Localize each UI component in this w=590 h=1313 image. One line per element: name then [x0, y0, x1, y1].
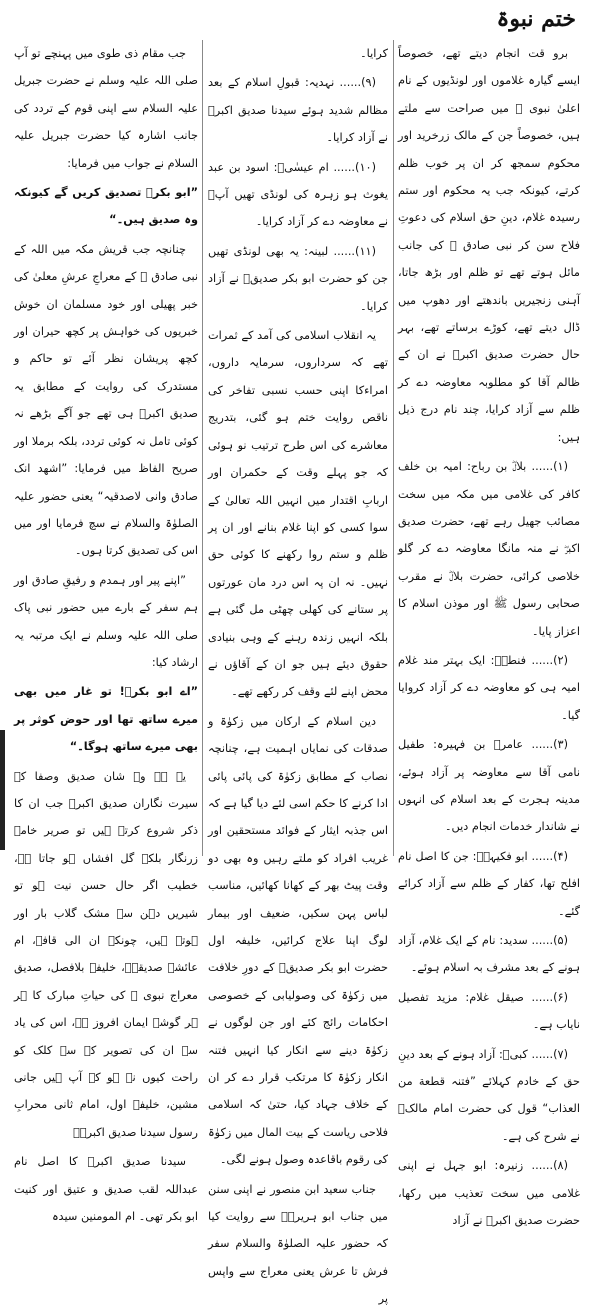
paragraph: برو قت انجام دیتے تھے، خصوصاً ایسے گیارہ غلاموں اور لونڈیوں کے نام اعلیٰ نبوی ﷺ میں صراحت سے ملتے ہیں، خصوصاً جن کے مالک زرخرید اور محکوم سمجھ کر ان پر خوب ظلم کرتے، کیونکہ جب یہ محکوم اور ستم رسیدہ غلام، دینِ حق اسلام کی دعوتِ فلاح سن کر نبی صادق ﷺ کی جانب مائل ہوتے تھے تو ظلم اور بڑھ جاتا، آہنی زنجیریں باندھتے اور دھوپ میں ڈال دیتے تھے، کوڑے برساتے تھے، بہر حال حضرت صدیق اکبرؓ نے ان کے ظالم آقا کو مطلوبہ معاوضہ دے کر ظلم سے آزاد کرایا، چند نام درج ذیل ہیں:: [398, 47, 580, 444]
paragraph: (۱۰)...... ام عیسٰیؓ: اسود بن عبد یغوث ہو زہرہ کی لونڈی تھیں آپؓ نے معاوضہ دے کر آزاد کرایا۔: [208, 160, 388, 229]
paragraph: ”اپنے پیر اور ہمدم و رفیقِ صادق اور ہم سفر کے بارے میں حضور نبی پاک صلی اللہ علیہ وسلم نے ایک مرتبہ یہ ارشاد کیا:: [14, 573, 198, 669]
column-divider: [393, 40, 394, 856]
paragraph: کرایا۔: [360, 47, 388, 60]
paragraph: جب مقام ذی طوی میں پہنچے تو آپ صلی اللہ علیہ وسلم نے حضرت جبریل علیہ السلام سے اپنی قوم کے تردد کی جانب اشارہ کیا حضرت جبریل علیہ السلام نے جواب میں فرمایا:: [14, 47, 198, 170]
paragraph: دین اسلام کے ارکان میں زکوٰۃ و صدقات کی نمایاں اہمیت ہے، چنانچہ نصاب کے مطابق زکوٰۃ کی پائی پائی ادا کرنے کا حکم اسی لئے دیا گیا ہے کہ اس جذبہ ایثار کے فوائد مستحقین اور غریب افراد کو ملتے رہیں وہ بھی دو وقت پیٹ بھر کے کھانا کھائیں، مناسب لباس پہن سکیں، ضعیف اور بیمار لوگ اپنا علاج کرائیں، خلیفہ اول حضرت ابو بکر صدیقؓ کے دورِ خلافت میں زکوٰۃ کی وصولیابی کے خصوصی احکامات رائج کئے اور جن لوگوں نے زکوٰۃ دینے سے انکار کیا انہیں فتنہ انکار زکوٰۃ کا مرتکب قرار دے کر ان کے خلاف جہاد کیا، حتیٰ کہ اسلامی فلاحی ریاست کے بیت المال میں زکوٰۃ کی رقوم باقاعدہ وصول ہونے لگی۔: [208, 714, 388, 1167]
page-header-title: ختم نبوۃ: [496, 6, 576, 32]
page-edge-mark: [0, 730, 5, 850]
quotation: ”ابو بکرؓ تصدیق کریں گے کیونکہ وہ صدیق ہیں۔“: [14, 186, 198, 227]
paragraph: چنانچہ جب قریش مکہ میں اللہ کے نبی صادق ﷺ کے معراجِ عرشِ معلیٰ کی خبر پھیلی اور خود مسلمان ان خوش خبریوں کی خواہش پر کچھ حیران اور کچھ پریشان نظر آئے تو حاکم و مستدرک کی روایت کے مطابق یہ صدیق اکبرؓ ہی تھے جو آگے بڑھے نہ کوئی تامل نہ کوئی تردد، بلکہ برملا اور صریح الفاظ میں فرمایا: ”اشھد انک صادق وانی لاصدقیہ“ یعنی حضور علیہ الصلوٰۃ والسلام نے سچ فرمایا اور میں اس کی تصدیق کرتا ہوں۔: [14, 242, 198, 558]
column-divider: [202, 40, 203, 856]
paragraph: یہ انقلاب اسلامی کی آمد کے ثمرات تھے کہ سرداروں، سرمایہ داروں، امراءکا اپنی حسب نسبی تفاخر کی ناقص روایت ختم ہو گئی، بتدریج معاشرے کی اس طرح ترتیب نو ہوئی کہ جو پہلے وقت کے حکمران اور اربابِ اقتدار میں انہیں اللہ تعالیٰ کے سوا کسی کو اپنا غلام بنانے اور ان پر ظلم و ستم روا رکھنے کا کوئی حق نہیں۔ نہ ان پہ اس درد مان عورتوں پر ستانے کی کھلی چھٹی مل گئی ہے بلکہ انہیں زندہ رہنے کے وہی بنیادی حقوق دیئے ہیں جو ان کے آقاؤں نے محض اپنے لئے وقف کر رکھے تھے۔: [208, 329, 388, 699]
paragraph: یہ ہے وہ شان صدیق وصفا کہ سیرت نگاران صدیق اکبرؓ جب ان کا ذکر شروع کرتے ہیں تو صریر خامہ زرنگار بلکہ گل افشاں ہو جاتا ہے، خطیب اگر حال حسن نیت ہو تو شیریں دہن سے مشک گلاب بار اور ہوتے ہیں، چونکہ ان الی قافہ، ام عائشہ صدیقہؓ، خلیفہ بلافصل، صدیق معراج نبوی ﷺ کی حیاتِ مبارک کا ہر ہر گوشہ ایمان افروز ہے، اس کی یاد سے ان کی تصویر کہ سے کلک کو راحت کیوں نہ ہو کہ آپ ہیں جانی مشین، خلیفہ اول، امام ثانی محرابِ رسول سیدنا صدیق اکبرؓ۔: [14, 769, 198, 1139]
paragraph: (۹)...... نہدیہ: قبولِ اسلام کے بعد مظالم شدید ہوئے سیدنا صدیق اکبرؓ نے آزاد کرایا۔: [208, 76, 388, 145]
paragraph: سیدنا صدیق اکبرؓ کا اصل نام عبداللہ لقب صدیق و عتیق اور کنیت ابو بکر تھی۔ ام المومنین سیدہ: [14, 1155, 198, 1224]
paragraph: (۷)...... کبیؓ: آزاد ہونے کے بعد دینِ حق کے خادم کہلائے ”فتنہ قطعة من العذاب“ قول کی حضرت امام مالکؒ نے شرح کی ہے۔: [398, 1047, 580, 1143]
column-left: [14, 40, 198, 1224]
paragraph: (۵)...... سدید: نام کے ایک غلام، آزاد ہونے کے بعد مشرف بہ اسلام ہوئے۔: [398, 934, 580, 975]
paragraph: جناب سعید ابن منصور نے اپنی سنن میں جناب ابو ہریرہؓ سے روایت کیا کہ حضور علیہ الصلوٰۃ والسلام سفر فرش تا عرش یعنی معراج سے واپس پر: [208, 1182, 388, 1306]
column-middle: [208, 40, 388, 1306]
paragraph: (۱)...... بلالؓ بن رباح: امیہ بن خلف کافر کی غلامی میں مکہ میں سخت مصائب جھیل رہے تھے، حضرت صدیق اکبرؓ نے منہ مانگا معاوضہ دے کر گلو خلاصی کرائی، حضرت بلالؓ نے مقرب صحابی رسول ﷺ اور موذن اسلام کا اعزاز پایا۔: [398, 460, 580, 638]
paragraph: (۶)...... صیقل غلام: مزید تفصیل نایاب ہے۔: [398, 990, 580, 1032]
paragraph: (۲)...... فنطہؓ: ایک بہتر مند غلام امیہ ہی کو معاوضہ دے کر آزاد کروایا گیا۔: [398, 653, 580, 722]
column-right: [398, 40, 580, 1228]
quotation: ”اے ابو بکرؓ! تو غار میں بھی میرے ساتھ تھا اور حوض کوثر پر بھی میرے ساتھ ہوگا۔“: [14, 685, 198, 754]
paragraph: (۱۱)...... لبینہ: یہ بھی لونڈی تھیں جن کو حضرت ابو بکر صدیقؓ نے آزاد کرایا۔: [208, 244, 388, 313]
paragraph: (۸)...... زنیرہ: ابو جہل نے اپنی غلامی میں سخت تعذیب میں رکھا، حضرت صدیق اکبرؓ نے آزاد: [398, 1159, 580, 1228]
paragraph: (۳)...... عامرؓ بن فہیرہ: طفیل نامی آقا سے معاوضہ پر آزاد ہوئے، مدینہ ہجرت کے بعد اسلام کی انہوں نے شاندار خدمات انجام دیں۔: [398, 738, 580, 834]
paragraph: (۴)...... ابو فکیہہؓ: جن کا اصل نام افلح تھا، کفار کے ظلم سے آزاد کرائے گئے۔: [398, 849, 580, 918]
